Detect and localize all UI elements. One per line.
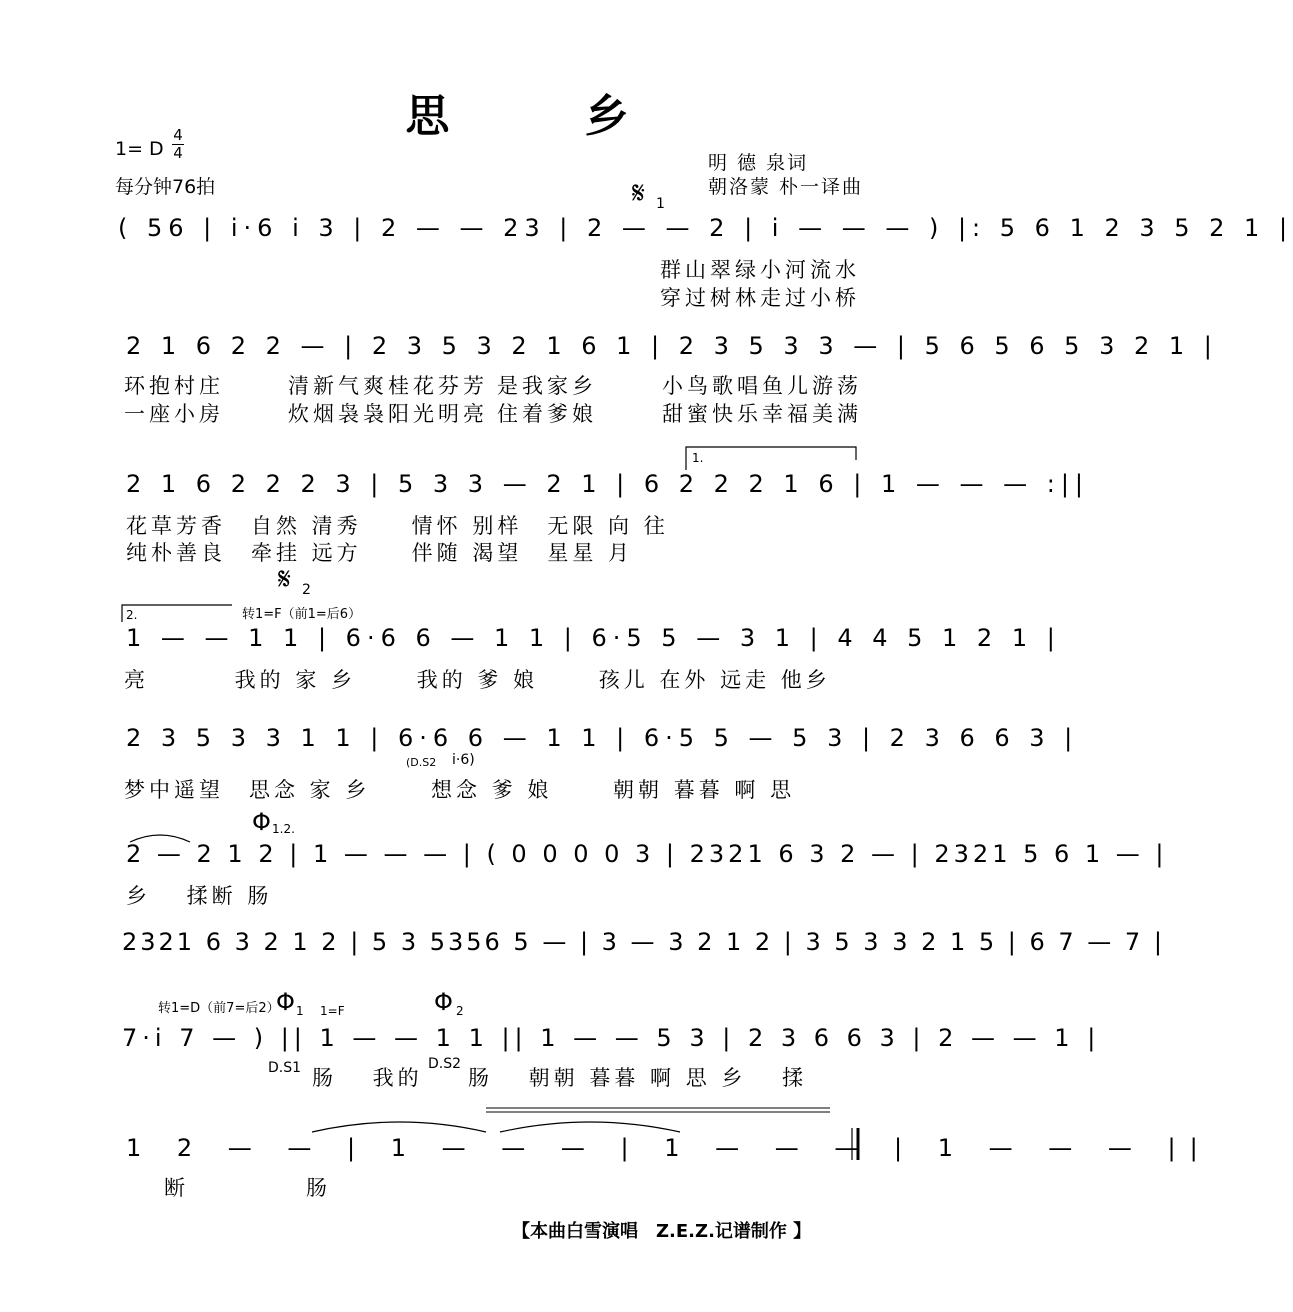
- lyrics-l1-v1d: 小鸟歌唱鱼儿游荡: [662, 374, 862, 398]
- notation-line-3: 1 — — 1 1 | 6·6 6 — 1 1 | 6·5 5 — 3 1 | 4 4 5 1 2 1 |: [126, 624, 1061, 652]
- notation-line-8: 1 2 — — | 1 — — — | 1 — — — | 1 — — — ||: [126, 1134, 1212, 1162]
- coda-sign-12: Φ: [252, 808, 271, 836]
- key-label: 1= D: [115, 138, 164, 160]
- lyrics-l7b: 肠 朝朝 暮暮 啊 思 乡 揉: [468, 1066, 808, 1090]
- lyrics-l4: 梦中遥望 思念 家 乡 想念 爹 娘 朝朝 暮暮 啊 思: [124, 778, 796, 802]
- time-sig-top: 4: [173, 126, 183, 144]
- volta-2-label: 2.: [126, 608, 138, 622]
- lyrics-l1-v2c: 住着爹娘: [497, 402, 597, 426]
- coda-label-12: 1.2.: [272, 822, 295, 836]
- lyrics-l1-v2a: 一座小房: [124, 402, 224, 426]
- one-eq-f: 1=F: [320, 1004, 345, 1018]
- ds2-label: D.S2: [428, 1056, 462, 1072]
- lyrics-l8b: 肠: [306, 1176, 331, 1200]
- coda-sign-1: Φ: [276, 988, 295, 1016]
- lyrics-l3: 亮 我的 家 乡 我的 爹 娘 孩儿 在外 远走 他乡: [124, 668, 831, 692]
- segno1-number: 1: [656, 196, 665, 212]
- song-title: 思 乡: [405, 91, 689, 142]
- lyricist-credit: 明 德 泉词: [708, 152, 809, 174]
- time-sig-bottom: 4: [173, 144, 183, 162]
- segno2-sign: 𝄋: [278, 562, 291, 597]
- modulation-d: 转1=D（前7=后2）: [158, 1001, 280, 1016]
- notation-line-7: 7·i 7 — ) || 1 — — 1 1 || 1 — — 5 3 | 2 3 6 6 3 | 2 — — 1 |: [122, 1024, 1101, 1052]
- lyrics-l0-v1: 群山翠绿小河流水: [660, 258, 860, 282]
- ds2-hint-notes: i·6): [452, 752, 475, 768]
- volta-1-label: 1.: [692, 451, 704, 465]
- lyrics-l7a: 肠 我的: [312, 1066, 423, 1090]
- ds1-label: D.S1: [268, 1060, 302, 1076]
- notation-line-6: 2321 6 3 2 1 2 | 5 3 5356 5 — | 3 — 3 2 1 2 | 3 5 3 3 2 1 5 | 6 7 — 7 |: [122, 928, 1165, 956]
- coda-label-1: 1: [296, 1004, 304, 1018]
- lyrics-l1-v1a: 环抱村庄: [124, 374, 224, 398]
- modulation-f: 转1=F（前1=后6）: [242, 607, 362, 622]
- lyrics-l2-v1: 花草芳香 自然 清秀 情怀 别样 无限 向 往: [126, 514, 669, 538]
- coda-sign-2: Φ: [434, 988, 453, 1016]
- notation-line-0: ( 56 | i·6 i 3 | 2 — — 23 | 2 — — 2 | i — — — ) |: 5 6 1 2 3 5 2 1 |: [118, 214, 1293, 242]
- lyrics-l0-v2: 穿过树林走过小桥: [660, 286, 860, 310]
- footer-credit: 【本曲白雪演唱 Z.E.Z.记谱制作 】: [512, 1221, 812, 1242]
- lyrics-l1-v1c: 是我家乡: [497, 374, 597, 398]
- segno2-number: 2: [302, 582, 311, 598]
- notation-line-4: 2 3 5 3 3 1 1 | 6·6 6 — 1 1 | 6·5 5 — 5 3 | 2 3 6 6 3 |: [126, 724, 1079, 752]
- lyrics-l2-v2: 纯朴善良 牵挂 远方 伴随 渴望 星星 月: [126, 541, 634, 565]
- ds2-hint: (D.S2: [406, 756, 437, 769]
- lyrics-l1-v2d: 甜蜜快乐幸福美满: [662, 402, 862, 426]
- lyrics-l5: 乡 揉断 肠: [126, 884, 273, 908]
- lyrics-l8a: 断: [164, 1176, 189, 1200]
- tempo-label: 每分钟76拍: [115, 176, 216, 198]
- lyrics-l1-v1b: 清新气爽桂花芬芳: [288, 374, 488, 398]
- lyrics-l1-v2b: 炊烟袅袅阳光明亮: [288, 402, 488, 426]
- notation-line-2: 2 1 6 2 2 2 3 | 5 3 3 — 2 1 | 6 2 2 2 1 6 | 1 — — — :||: [126, 470, 1089, 498]
- coda-label-2: 2: [456, 1004, 464, 1018]
- composer-credit: 朝洛蒙 朴一译曲: [708, 176, 864, 198]
- notation-line-5: 2 — 2 1 2 | 1 — — — | ( 0 0 0 0 3 | 2321 6 3 2 — | 2321 5 6 1 — |: [126, 840, 1168, 868]
- notation-line-1: 2 1 6 2 2 — | 2 3 5 3 2 1 6 1 | 2 3 5 3 3 — | 5 6 5 6 5 3 2 1 |: [126, 332, 1218, 360]
- segno1-sign: 𝄋: [632, 176, 645, 211]
